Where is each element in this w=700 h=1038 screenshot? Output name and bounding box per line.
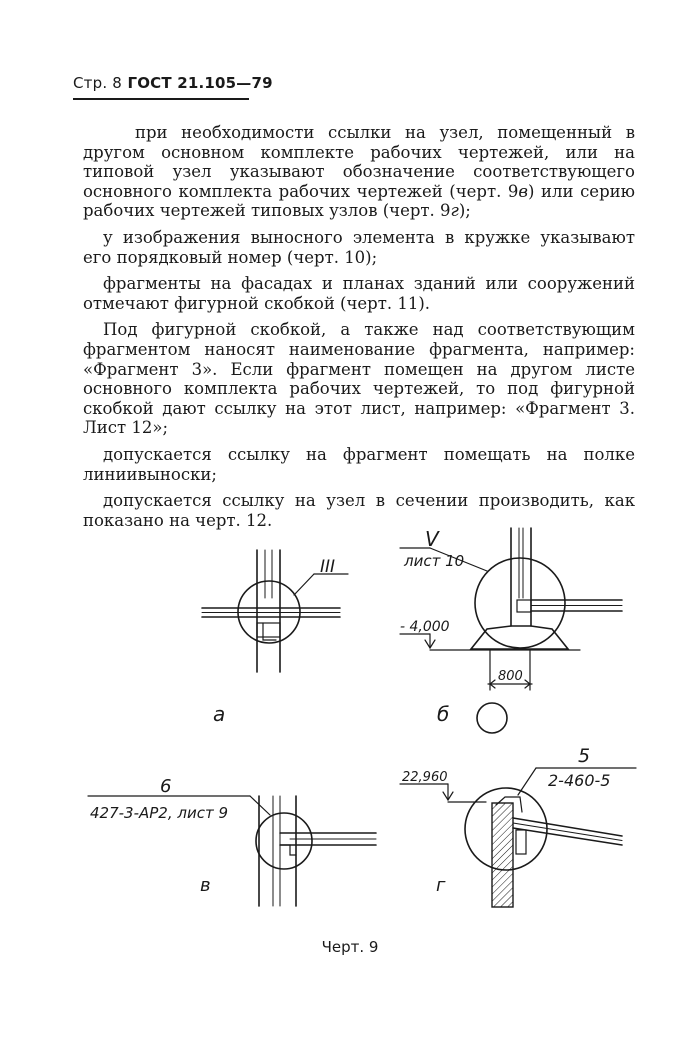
figure-letter-g: г [436, 875, 446, 896]
sheet-ref-b: лист 10 [404, 552, 465, 570]
paragraph-1: при необходимости ссылки на узел, помещенный в другом основном комплекте рабочих чертежей, или на типовой узел указывают обозначение соответствующего основного комплекта рабочих чертежей (черт. 9в) или серию рабочих чертежей типовых узлов (черт. 9г); [83, 123, 635, 221]
node-label-v: 6 [160, 776, 172, 797]
figure-letter-a: а [213, 702, 226, 726]
node-label-g: 5 [578, 745, 591, 767]
page-number: Стр. 8 [73, 74, 123, 92]
dimension-b: 800 [498, 669, 523, 684]
figure-letter-b: б [437, 702, 450, 726]
empty-circle [477, 703, 507, 733]
paragraph-3: фрагменты на фасадах и планах зданий или сооружений отмечают фигурной скобкой (черт. 11). [83, 274, 635, 313]
elevation-g: 22,960 [402, 770, 448, 785]
node-circle-v [256, 813, 312, 869]
node-circle-b [475, 558, 565, 648]
standard-code: ГОСТ 21.105—79 [127, 74, 273, 92]
node-label-b: V [425, 527, 439, 551]
paragraph-4: Под фигурной скобкой, а также над соответствующим фрагментом наносят наименование фрагмента, например: «Фрагмент 3». Если фрагмент помещен на другом листе основного комплекта рабочих чертежей, то под фигурной скобкой дают ссылку на этот лист, например: «Фрагмент 3. Лист 12»; [83, 320, 635, 438]
drawing-caption: Черт. 9 [321, 938, 379, 956]
figure-letter-v: в [200, 875, 211, 896]
sheet-ref-v: 427-3-АР2, лист 9 [90, 804, 229, 822]
paragraph-5: допускается ссылку на фрагмент помещать на полке линиивыноски; [83, 444, 635, 484]
series-ref-g: 2-460-5 [548, 771, 611, 790]
node-label-a: III [320, 557, 336, 577]
paragraph-2: у изображения выносного элемента в кружке указывают его порядковый номер (черт. 10); [83, 227, 635, 267]
paragraph-6: допускается ссылку на узел в сечении производить, как показано на черт. 12. [83, 491, 635, 530]
elevation-b: - 4,000 [400, 619, 450, 635]
